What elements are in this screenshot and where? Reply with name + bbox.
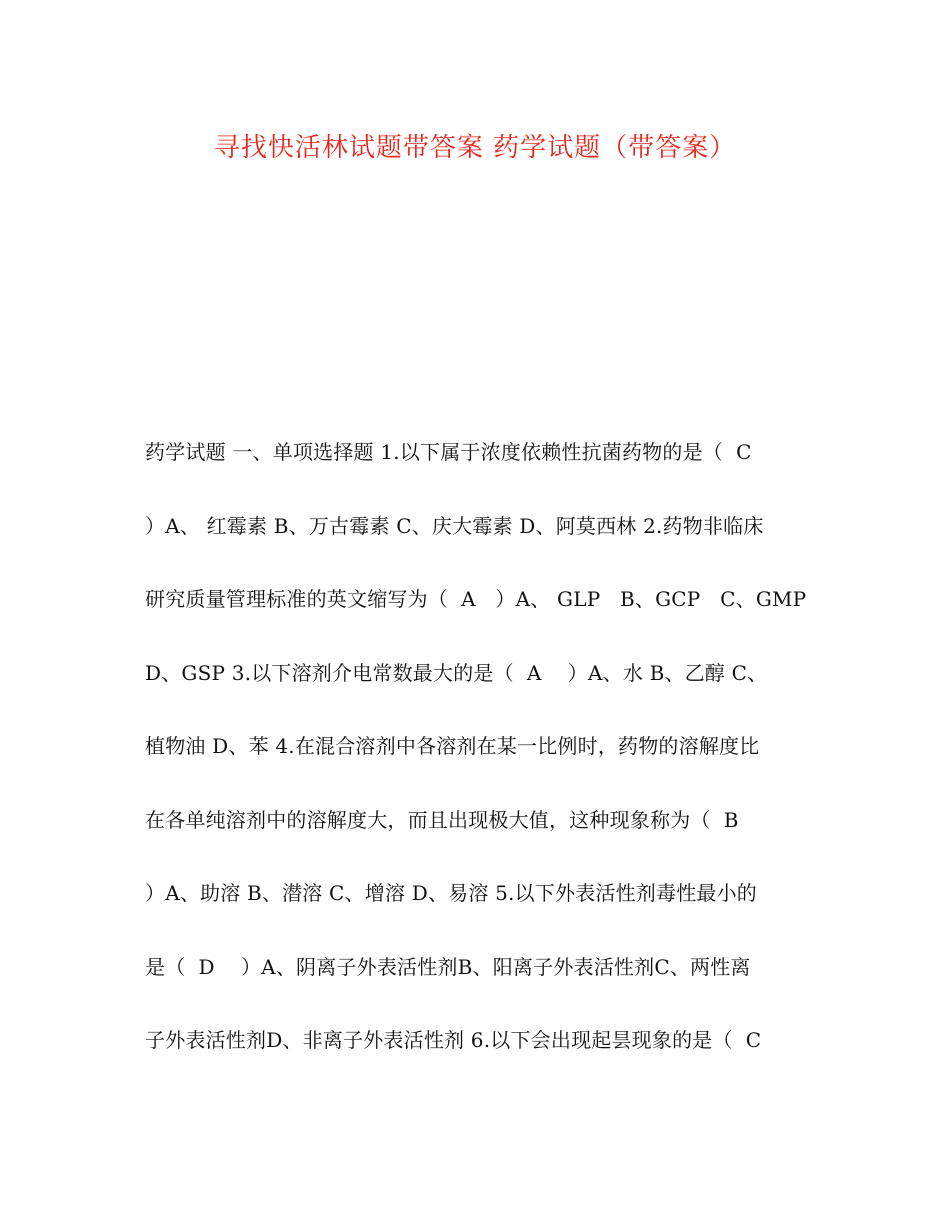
text-line: 是（ D ）A、阴离子外表活性剂B、阳离子外表活性剂C、两性离 [145,954,751,979]
text-line: ）A、助溶 B、潜溶 C、增溶 D、易溶 5.以下外表活性剂毒性最小的 [145,881,757,905]
document-title: 寻找快活林试题带答案 药学试题（带答案） [213,133,737,163]
text-line: 在各单纯溶剂中的溶解度大，而且出现极大值，这种现象称为（ B [145,807,739,832]
text-line: 研究质量管理标准的英文缩写为（ A ）A、 GLP B、GCP C、GMP [145,587,807,611]
document-body [145,432,815,1094]
text-line: 子外表活性剂D、非离子外表活性剂 6.以下会出现起昙现象的是（ C [145,1028,762,1052]
text-line: D、GSP 3.以下溶剂介电常数最大的是（ A ）A、水 B、乙醇 C、 [145,660,768,685]
text-line: 药学试题 一、单项选择题 1.以下属于浓度依赖性抗菌药物的是（ C [145,440,752,464]
text-line: 植物油 D、苯 4.在混合溶剂中各溶剂在某一比例时，药物的溶解度比 [145,734,760,758]
text-line: ）A、 红霉素 B、万古霉素 C、庆大霉素 D、阿莫西林 2.药物非临床 [145,513,764,538]
